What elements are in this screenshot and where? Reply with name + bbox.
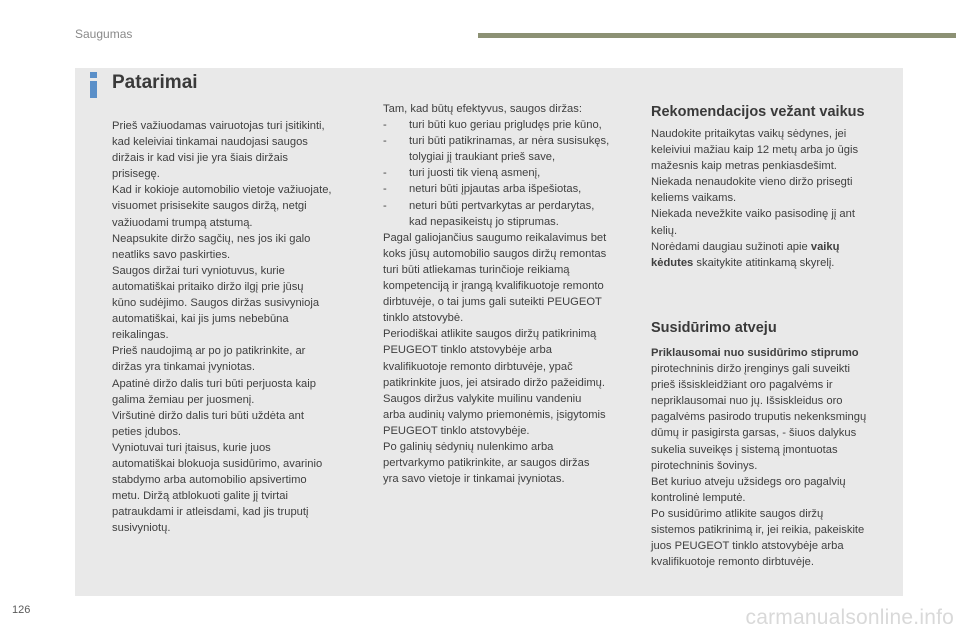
text-line: diržais ir kad visi jie yra šiais diržais <box>112 152 288 165</box>
dash-bullet: - <box>383 135 387 148</box>
text-line: sistemos patikrinimą ir, jei reikia, pakeiskite <box>651 524 865 537</box>
text-line: Naudokite pritaikytas vaikų sėdynes, jei <box>651 128 847 140</box>
text-line: Apatinė diržo dalis turi būti perjuosta kaip <box>112 377 316 390</box>
text-line: neturi būti pertvarkytas ar perdarytas, <box>409 199 595 212</box>
column-general-tips <box>112 118 362 536</box>
text-line: Pagal galiojančius saugumo reikalavimus bet <box>383 231 607 244</box>
text-line: kelių. <box>651 224 678 237</box>
text-line: Bet kuriuo atveju užsidegs oro pagalvių <box>651 475 846 488</box>
text-line: peties įdubos. <box>112 425 182 438</box>
text-line: kad nepasikeistų jo stiprumas. <box>409 215 559 228</box>
text-line: patikrinkite juos, jei atsirado diržo pažeidimų. <box>383 376 605 389</box>
text-line <box>651 255 891 271</box>
text-line: pertvarkymo patikrinkite, ar saugos diržas <box>383 457 590 470</box>
page-title: Patarimai <box>112 72 198 93</box>
dash-bullet: - <box>383 199 387 212</box>
text-run: Norėdami daugiau sužinoti apie <box>651 240 811 253</box>
text-line: Periodiškai atlikite saugos diržų patikrinimą <box>383 328 597 341</box>
text-line: Neapsukite diržo sagčių, nes jos iki galo <box>112 232 311 245</box>
text-line <box>651 239 891 255</box>
text-line: keleiviui mažiau kaip 12 metų arba jo ūgis <box>651 144 859 157</box>
text-line: Niekada nenaudokite vieno diržo prisegti <box>651 176 853 189</box>
text-line: automatiškai pritaiko diržo ilgį prie jūsų <box>112 280 304 293</box>
header-rule <box>478 33 956 38</box>
text-line: turi juosti tik vieną asmenį, <box>409 167 541 180</box>
page-number: 126 <box>12 604 31 616</box>
text-line: važiuodami trumpą atstumą. <box>112 216 253 229</box>
text-line: metu. Diržą atblokuoti galite jį tvirtai <box>112 490 288 503</box>
text-line: diržas yra tinkamai įvyniotas. <box>112 361 256 374</box>
text-line: Prieš važiuodamas vairuotojas turi įsitikinti, <box>112 120 325 132</box>
text-line: turi būti atliekamas turinčioje reikiamą <box>383 263 570 276</box>
text-line: kvalifikuotoje remonto dirbtuvėje, ypač <box>383 360 573 373</box>
text-line: Kad ir kokioje automobilio vietoje važiuojate, <box>112 184 332 197</box>
text-line: Prieš naudojimą ar po jo patikrinkite, ar <box>112 345 306 358</box>
dash-bullet: - <box>383 183 387 196</box>
list-item <box>383 181 633 197</box>
dash-bullet: - <box>383 119 387 132</box>
text-line: dūmų ir pasigirsta garsas, - šiuos dalykus <box>651 427 857 440</box>
text-line: yra savo vietoje ir tinkamai įvyniotas. <box>383 473 565 486</box>
text-line: tolygiai jį traukiant prieš save, <box>409 151 556 164</box>
column-belt-requirements <box>383 101 633 487</box>
text-line: Saugos diržai turi vyniotuvus, kurie <box>112 264 285 277</box>
text-line: Vyniotuvai turi įtaisus, kurie juos <box>112 441 271 454</box>
text-line: pirotechninis diržo įrenginys gali suveikti <box>651 363 850 376</box>
text-line: automatiškai, kai jis jums nebebūna <box>112 313 289 326</box>
list-item <box>383 133 633 165</box>
child-seats-reference-1: vaikų <box>810 240 840 253</box>
dash-bullet: - <box>383 167 387 180</box>
text-line: patraukdami ir atleisdami, kad jis truputį <box>112 506 309 519</box>
child-seats-reference-2: kėdutes <box>651 256 694 269</box>
text-line: reikalingas. <box>112 329 169 342</box>
text-line: PEUGEOT tinklo atstovybėje. <box>383 424 530 437</box>
text-line: dirbtuvėje, o tai jums gali suteikti PEUGEOT <box>383 296 602 309</box>
text-line: Po susidūrimo atlikite saugos diržų <box>651 507 824 520</box>
text-line: nepriklausomai nuo jų. Išsiskleidus oro <box>651 395 843 408</box>
text-line: kompetenciją ir įrangą kvalifikuotoje remonto <box>383 280 604 293</box>
text-run: skaitykite atitinkamą skyrelį. <box>693 256 835 269</box>
text-line: PEUGEOT tinklo atstovybėje arba <box>383 344 552 357</box>
text-line: turi būti patikrinamas, ar nėra susisukęs, <box>409 135 610 148</box>
section-label: Saugumas <box>75 27 133 41</box>
text-line-bold: Priklausomai nuo susidūrimo stiprumo <box>651 347 859 359</box>
list-item <box>383 117 633 133</box>
text-line: pirotechninis šovinys. <box>651 459 758 472</box>
text-line: turi būti kuo geriau prigludęs prie kūno, <box>409 119 602 132</box>
children-section-title: Rekomendacijos vežant vaikus <box>651 104 865 120</box>
text-line: pagalvėms pasirodo truputis nekenksmingų <box>651 411 867 424</box>
text-line: Viršutinė diržo dalis turi būti uždėta ant <box>112 409 304 422</box>
text-line: stabdymo arba automobilio apsivertimo <box>112 474 307 487</box>
column-collision <box>651 345 891 570</box>
text-line: automatiškai blokuoja susidūrimo, avarinio <box>112 457 323 470</box>
collision-section-title: Susidūrimo atveju <box>651 320 777 336</box>
text-line: prisisegę. <box>112 168 160 181</box>
text-line: prieš išsiskleidžiant oro pagalvėms ir <box>651 379 833 392</box>
text-line: keliems vaikams. <box>651 192 737 205</box>
text-line: sukelia suveikęs į sistemą įmontuotas <box>651 443 838 456</box>
list-item <box>383 198 633 230</box>
text-line: arba audinių valymo priemonėmis, įsigytomis <box>383 408 606 421</box>
list-item <box>383 165 633 181</box>
column-children <box>651 126 891 271</box>
text-line: mažesnis kaip metras penkiasdešimt. <box>651 160 837 173</box>
text-line: kad keleiviai tinkamai naudojasi saugos <box>112 136 308 149</box>
text-line: Saugos diržus valykite muilinu vandeniu <box>383 392 582 405</box>
text-line: kūno sudėjimo. Saugos diržas susivynioja <box>112 297 320 310</box>
text-line: tinklo atstovybė. <box>383 312 464 325</box>
text-line: susivyniotų. <box>112 522 171 535</box>
text-line: visuomet prisisekite saugos diržą, netgi <box>112 200 307 213</box>
text-line: neatliks savo paskirties. <box>112 248 231 261</box>
info-icon <box>86 72 100 100</box>
text-line: kvalifikuotoje remonto dirbtuvėje. <box>651 556 814 569</box>
text-line: Po galinių sėdynių nulenkimo arba <box>383 440 554 453</box>
text-line: galima žemiau per juosmenį. <box>112 393 255 406</box>
text-line: kontrolinė lemputė. <box>651 491 746 504</box>
watermark: carmanualsonline.info <box>745 606 954 629</box>
text-line: koks jūsų automobilio saugos diržų remontas <box>383 247 607 260</box>
text-line: juos PEUGEOT tinklo atstovybėje arba <box>651 540 844 553</box>
list-intro: Tam, kad būtų efektyvus, saugos diržas: <box>383 103 582 115</box>
text-line: Niekada nevežkite vaiko pasisodinę jį ant <box>651 208 855 221</box>
text-line: neturi būti įpjautas arba išpešiotas, <box>409 183 582 196</box>
